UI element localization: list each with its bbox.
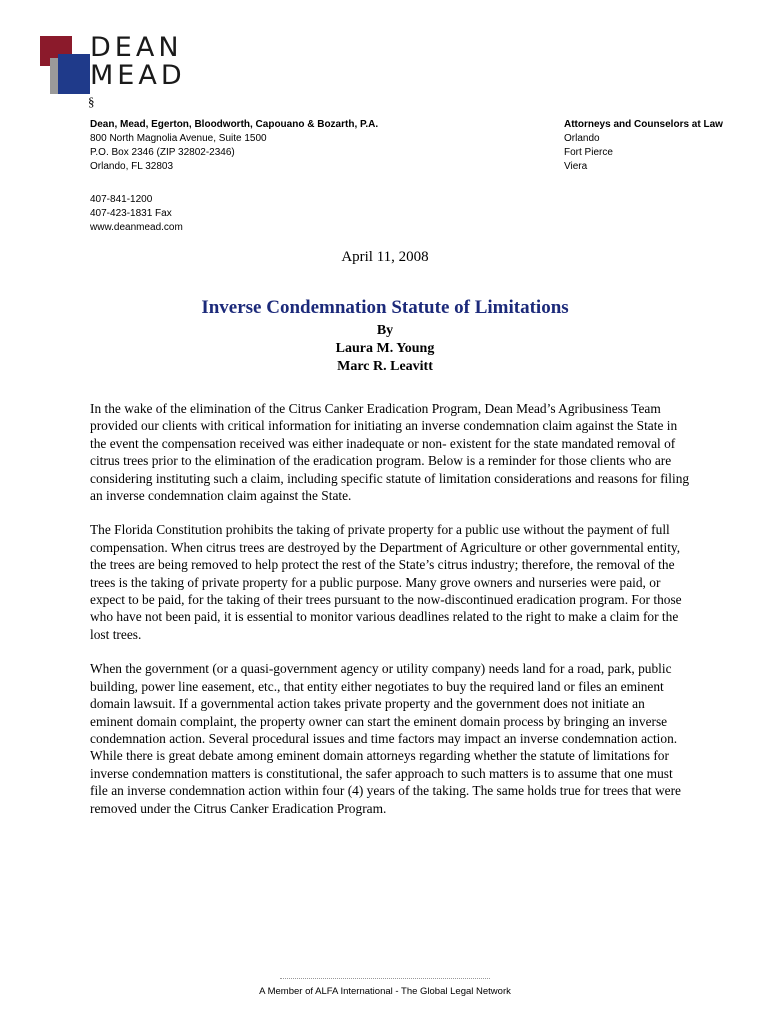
body-paragraph: The Florida Constitution prohibits the taking of private property for a public use without the payment of full compensation. When citrus trees are destroyed by the Department of Agriculture or other governmental entity, the trees are being removed to help protect the rest of the State’s citrus industry; therefore, the removal of the trees is the taking of private property for a public purpose. Many grove owners and nurseries were paid, or expect to be paid, for the taking of their trees pursuant to the now-discontinued eradication program. For those who have not been paid, it is essential to monitor various deadlines related to the right to make a claim for the lost trees. xyxy=(90,522,682,642)
contact-block xyxy=(90,193,183,235)
logo-line-1: DEAN xyxy=(90,32,183,63)
byline xyxy=(0,322,770,376)
section-mark: § xyxy=(88,94,95,109)
offices-block xyxy=(564,118,723,174)
letter-date: April 11, 2008 xyxy=(341,249,429,265)
fax-number: 407-423-1831 Fax xyxy=(90,208,172,219)
document-body xyxy=(90,400,690,834)
logo-mark-icon xyxy=(40,36,92,94)
website-link[interactable]: www.deanmead.com xyxy=(90,222,183,233)
firm-address-block xyxy=(90,118,378,174)
phone-number: 407-841-1200 xyxy=(90,194,153,205)
logo-wordmark xyxy=(90,34,186,90)
logo-line-2: MEAD xyxy=(90,60,186,91)
footer-divider xyxy=(280,978,490,979)
office-item: Fort Pierce xyxy=(564,147,613,158)
offices-title: Attorneys and Counselors at Law xyxy=(564,119,723,130)
firm-address-line-3: Orlando, FL 32803 xyxy=(90,161,174,172)
firm-logo xyxy=(40,32,186,96)
firm-address-line-1: 800 North Magnolia Avenue, Suite 1500 xyxy=(90,133,267,144)
author-name: Laura M. Young xyxy=(335,341,435,356)
footer-text: A Member of ALFA International - The Global Legal Network xyxy=(259,986,511,997)
document-title: Inverse Condemnation Statute of Limitations xyxy=(201,297,569,318)
body-paragraph: In the wake of the elimination of the Citrus Canker Eradication Program, Dean Mead’s Agribusiness Team provided our clients with critical information for initiating an inverse condemnation claim against the State in the event the compensation received was either inadequate or non- existent for the state mandated removal of citrus trees prior to the elimination of the eradication program. Below is a reminder for those clients who are considering instituting such a claim, including specific statute of limitation considerations and reasons for filing an inverse condemnation claim against the State. xyxy=(90,401,690,504)
firm-name: Dean, Mead, Egerton, Bloodworth, Capouano & Bozarth, P.A. xyxy=(90,119,379,130)
office-item: Orlando xyxy=(564,133,600,144)
body-paragraph: When the government (or a quasi-government agency or utility company) needs land for a road, park, public building, power line easement, etc., that entity either negotiates to buy the required land or files an eminent domain lawsuit. If a governmental action takes private property and the government does not initiate an eminent domain complaint, the property owner can start the eminent domain process by bringing an inverse condemnation action. Several procedural issues and time factors may impact an inverse condemnation action. While there is great debate among eminent domain attorneys regarding whether the statute of limitations for inverse condemnation matters is constitutional, the safer approach to such matters is to assume that one must file an inverse condemnation action within four (4) years of the taking. The same holds true for trees that were removed under the Citrus Canker Eradication Program. xyxy=(90,661,681,816)
author-name: Marc R. Leavitt xyxy=(337,359,433,374)
byline-by: By xyxy=(376,323,394,338)
office-item: Viera xyxy=(564,161,588,172)
firm-address-line-2: P.O. Box 2346 (ZIP 32802-2346) xyxy=(90,147,235,158)
